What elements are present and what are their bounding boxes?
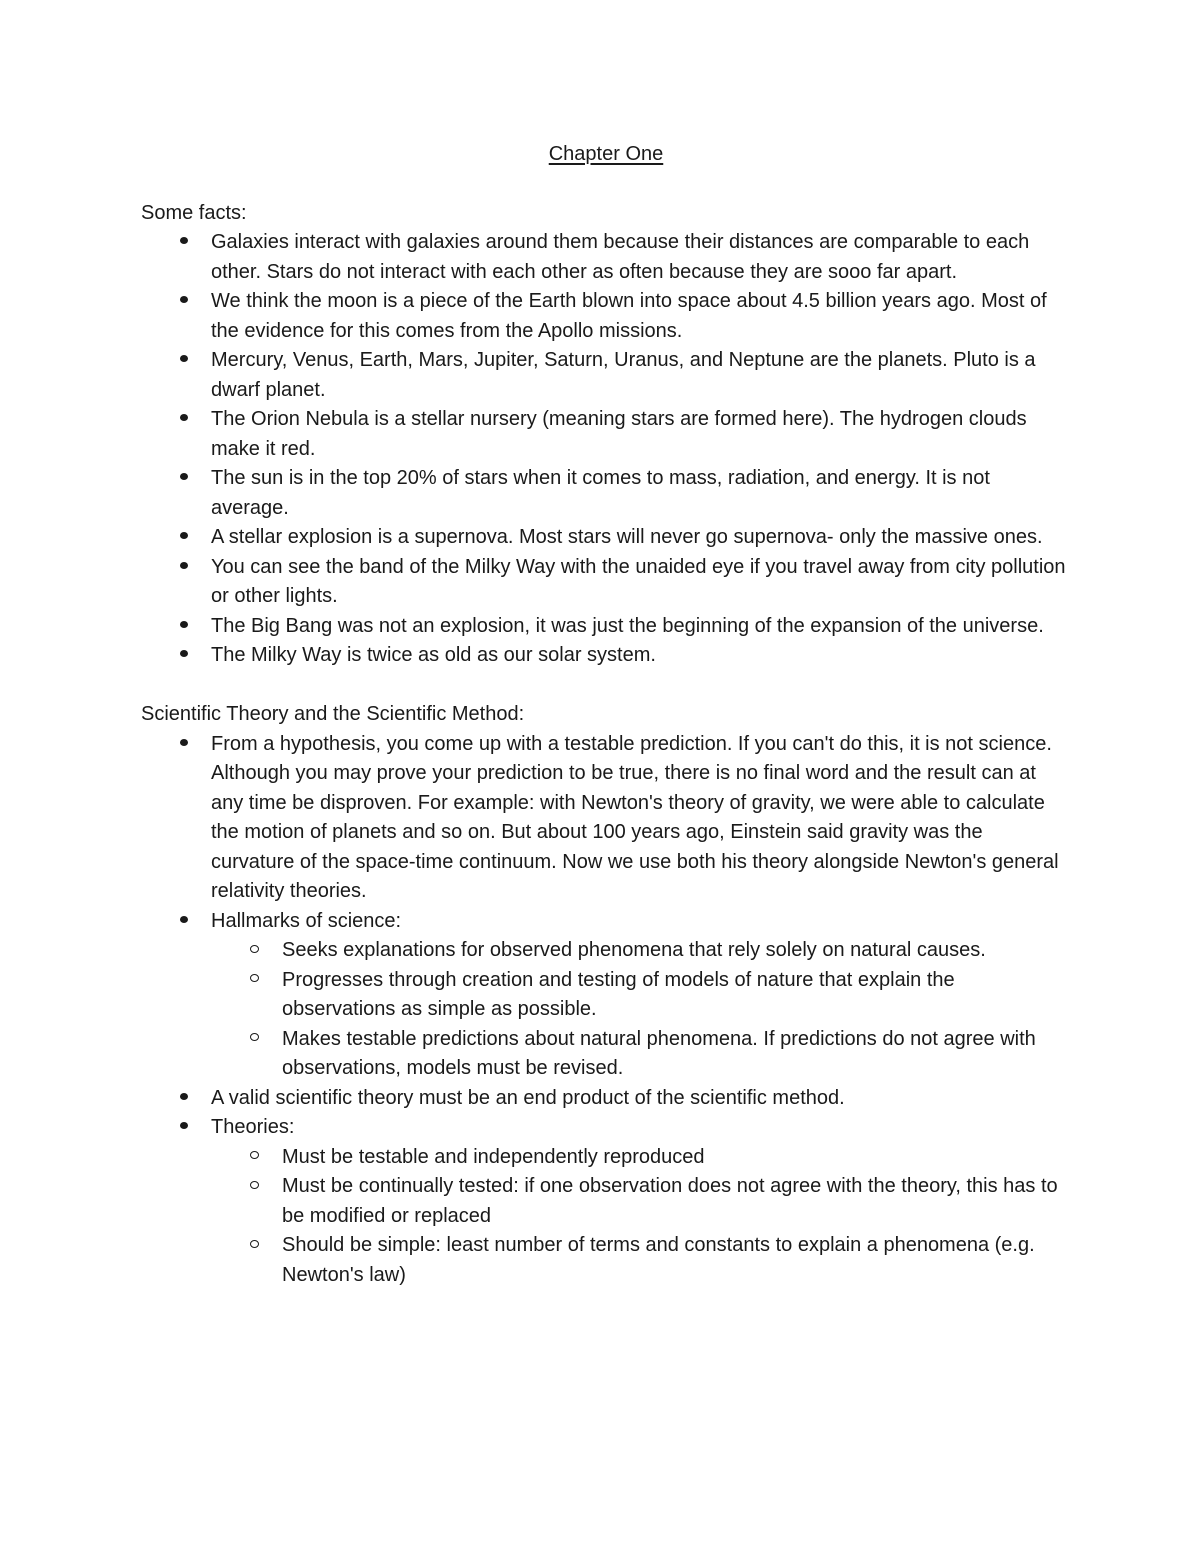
hollow-bullet-icon <box>247 1172 261 1202</box>
bullet-icon <box>177 346 191 376</box>
page-title: Chapter One <box>548 143 664 165</box>
list-item-text: The Orion Nebula is a stellar nursery (meaning stars are formed here). The hydrogen clouds make it red. <box>211 408 1027 460</box>
list-item <box>211 612 1071 642</box>
sublist-item <box>282 1172 1071 1231</box>
bullet-icon <box>177 553 191 583</box>
list-item <box>211 523 1071 553</box>
list-item <box>211 1084 1071 1114</box>
bullet-icon <box>177 612 191 642</box>
list-item <box>211 553 1071 612</box>
hollow-bullet-icon <box>247 1025 261 1055</box>
bullet-icon <box>177 907 191 937</box>
bullet-icon <box>177 1113 191 1143</box>
sublist-item-text: Progresses through creation and testing of models of nature that explain the observations as simple as possible. <box>282 968 955 1020</box>
facts-list <box>141 228 1071 671</box>
list-item <box>211 287 1071 346</box>
list-item-text: A stellar explosion is a supernova. Most stars will never go supernova- only the massive ones. <box>211 526 1043 548</box>
list-item-text: The Big Bang was not an explosion, it was just the beginning of the expansion of the universe. <box>211 614 1044 637</box>
method-section <box>141 700 1071 1290</box>
list-item <box>211 907 1071 1084</box>
sublist-item-text: Should be simple: least number of terms and constants to explain a phenomena (e.g. Newton's law) <box>282 1234 1035 1286</box>
hallmarks-sublist <box>211 936 1071 1084</box>
hollow-bullet-icon <box>247 936 261 966</box>
list-item-text: Theories: <box>211 1116 295 1138</box>
bullet-icon <box>177 523 191 553</box>
list-item-text: The sun is in the top 20% of stars when it comes to mass, radiation, and energy. It is not average. <box>211 467 990 519</box>
sublist-item <box>282 1143 1071 1173</box>
sublist-item-text: Must be continually tested: if one observation does not agree with the theory, this has to be modified or replaced <box>282 1175 1058 1227</box>
theories-sublist <box>211 1143 1071 1291</box>
bullet-icon <box>177 730 191 760</box>
sublist-item <box>282 966 1071 1025</box>
list-item-text: We think the moon is a piece of the Earth blown into space about 4.5 billion years ago. Most of the evidence for this comes from the Apollo missions. <box>211 290 1047 342</box>
list-item-text: Galaxies interact with galaxies around them because their distances are comparable to each other. Stars do not interact with each other as often because they are sooo far apart. <box>211 231 1030 283</box>
sublist-item-text: Makes testable predictions about natural phenomena. If predictions do not agree with observations, models must be revised. <box>282 1027 1036 1079</box>
sublist-item <box>282 1025 1071 1084</box>
list-item-text: The Milky Way is twice as old as our solar system. <box>211 644 656 666</box>
list-item <box>211 228 1071 287</box>
list-item <box>211 405 1071 464</box>
list-item <box>211 1113 1071 1290</box>
method-list <box>141 730 1071 1291</box>
bullet-icon <box>177 405 191 435</box>
list-item <box>211 641 1071 671</box>
bullet-icon <box>177 464 191 494</box>
method-heading: Scientific Theory and the Scientific Method: <box>141 703 525 725</box>
bullet-icon <box>177 1084 191 1114</box>
list-item-text: You can see the band of the Milky Way with the unaided eye if you travel away from city pollution or other lights. <box>211 555 1066 607</box>
bullet-icon <box>177 228 191 258</box>
list-item-text: Mercury, Venus, Earth, Mars, Jupiter, Saturn, Uranus, and Neptune are the planets. Pluto is a dwarf planet. <box>211 349 1036 401</box>
list-item <box>211 346 1071 405</box>
sublist-item <box>282 1231 1071 1290</box>
hollow-bullet-icon <box>247 966 261 996</box>
hollow-bullet-icon <box>247 1231 261 1261</box>
list-item-text: A valid scientific theory must be an end product of the scientific method. <box>211 1086 845 1109</box>
hollow-bullet-icon <box>247 1143 261 1173</box>
bullet-icon <box>177 287 191 317</box>
sublist-item-text: Must be testable and independently reproduced <box>282 1145 705 1168</box>
bullet-icon <box>177 641 191 671</box>
document-page <box>141 140 1071 1320</box>
list-item <box>211 464 1071 523</box>
facts-section <box>141 199 1071 671</box>
list-item <box>211 730 1071 907</box>
list-item-text: From a hypothesis, you come up with a testable prediction. If you can't do this, it is not science. Although you may prove your prediction to be true, there is no final word and the result can at any time be disproven. For example: with Newton's theory of gravity, we were able to calculate the motion of planets and so on. But about 100 years ago, Einstein said gravity was the curvature of the space-time continuum. Now we use both his theory alongside Newton's general relativity theories. <box>211 732 1059 902</box>
sublist-item-text: Seeks explanations for observed phenomena that rely solely on natural causes. <box>282 939 986 961</box>
facts-heading: Some facts: <box>141 201 247 224</box>
list-item-text: Hallmarks of science: <box>211 909 402 932</box>
sublist-item <box>282 936 1071 966</box>
